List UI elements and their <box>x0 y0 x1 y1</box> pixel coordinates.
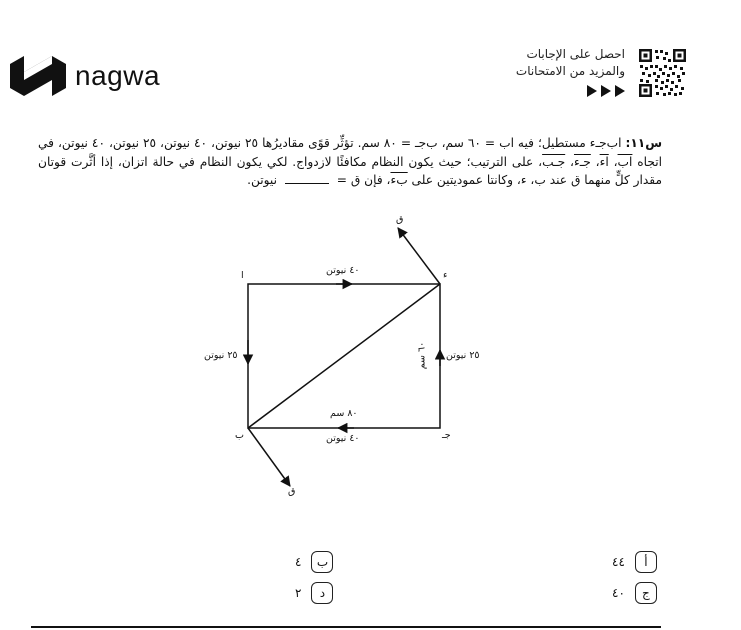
question-text-part-3: ، فإن ق = <box>332 173 391 187</box>
rectangle-force-diagram <box>190 210 510 510</box>
separator: ، <box>608 154 618 169</box>
choice-d-letter: د <box>311 582 333 604</box>
brand-name: nagwa <box>75 60 161 91</box>
nagwa-logo-icon <box>6 50 70 100</box>
vector-ab: اب <box>617 154 633 169</box>
diagonal-bd <box>248 284 440 428</box>
arrow-q-at-b <box>248 428 290 486</box>
vector-cd: جـء <box>573 154 591 169</box>
separator: ، <box>590 154 600 169</box>
choice-c-letter: ج <box>635 582 657 604</box>
force-top-label: ٤٠ نيوتن <box>326 265 360 276</box>
force-q-bottom-label: ق <box>288 486 296 497</box>
promo-line-2: والمزيد من الامتحانات <box>515 64 625 78</box>
force-q-top-label: ق <box>396 214 404 225</box>
choice-c[interactable] <box>612 582 657 604</box>
force-right-label: ٢٥ نيوتن <box>446 350 480 361</box>
choice-d[interactable] <box>295 582 333 604</box>
choice-a[interactable] <box>612 551 657 573</box>
vector-ad: اء <box>599 154 609 169</box>
qr-code-icon[interactable] <box>638 48 687 98</box>
answer-blank <box>285 173 329 184</box>
force-left-label: ٢٥ نيوتن <box>204 350 238 361</box>
question-text-part-4: نيوتن. <box>247 173 281 187</box>
choice-b[interactable] <box>295 551 333 573</box>
question-text <box>38 134 662 190</box>
bottom-divider <box>31 626 661 628</box>
vector-bd: ب‌ء <box>390 173 408 187</box>
promo-line-1: احصل على الإجابات <box>526 47 625 61</box>
choice-d-value: ٢ <box>295 586 302 600</box>
length-cd-label: ٦٠ سم <box>416 341 428 370</box>
separator: ، <box>565 154 574 169</box>
vector-cb: جـب <box>542 154 566 169</box>
choice-a-value: ٤٤ <box>612 555 625 569</box>
choice-b-letter: ب <box>311 551 333 573</box>
question-text-part-1: اب‌جـ‌ء مستطيل؛ فيه اب = ٦٠ سم، ب‌جـ = ٨٠ سم. تؤثِّر قوًى مقاديرُها ٢٥ نيوتن، ٤٠ نيوتن، ٢٥ نيوتن، ٤٠ نيوتن، في اتجاه <box>38 136 663 169</box>
arrow-q-at-d <box>398 228 440 284</box>
choice-b-value: ٤ <box>295 555 302 569</box>
vertex-d-label: ء <box>443 270 448 281</box>
choice-c-value: ٤٠ <box>612 586 625 600</box>
vertex-a-label: ا <box>241 270 244 281</box>
question-number: س١١: <box>625 136 663 150</box>
triple-arrow-icon <box>585 83 627 99</box>
choice-a-letter: أ <box>635 551 657 573</box>
vertex-b-label: ب <box>235 430 244 441</box>
length-bc-label: ٨٠ سم <box>330 408 358 419</box>
vertex-c-label: جـ <box>442 430 451 441</box>
force-bottom-label: ٤٠ نيوتن <box>326 433 360 444</box>
question-text-part-2: ، على الترتيب؛ حيث يكون النظام مكافئًا لازدواج. لكي يكون النظام في حالة اتزان، إذا أثَّرت قوتان مقدار كلٍّ منهما ق عند ب، ء، وكانتا عموديتين على <box>38 154 662 187</box>
promo-text <box>516 46 625 80</box>
